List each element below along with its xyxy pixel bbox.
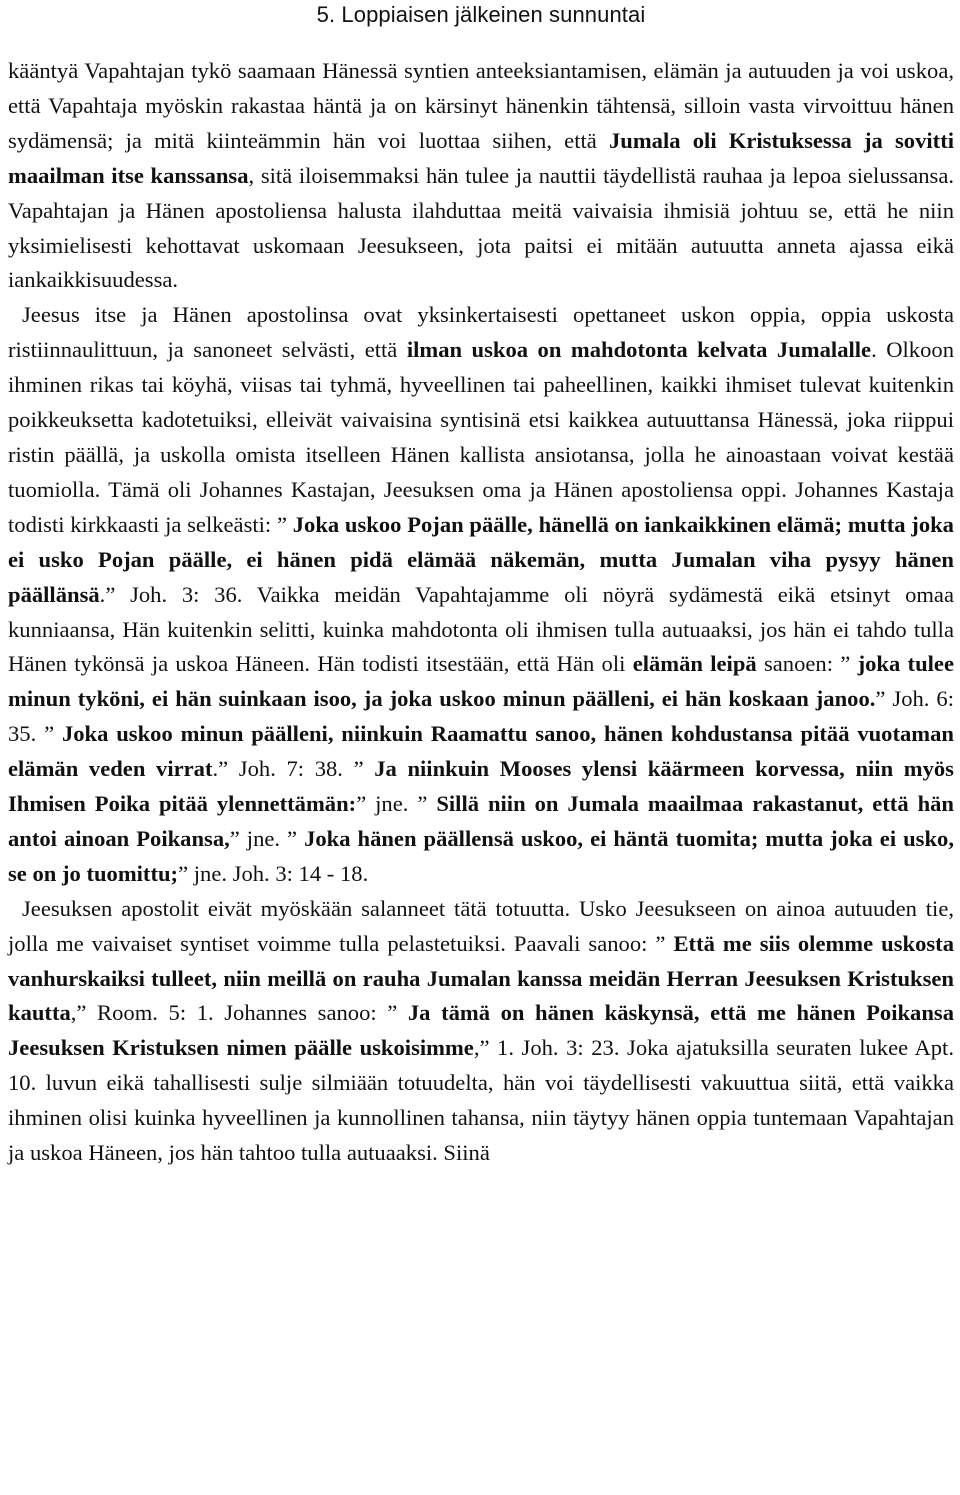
bold-scripture-quote: Sillä niin on Jumala maailmaa rakastanut, että hän antoi ainoan Poikansa, (8, 791, 954, 851)
bold-scripture-quote: Joka uskoo minun päälleni, niinkuin Raamattu sanoo, hänen kohdustansa pitää vuotaman elämän veden virrat (8, 721, 954, 782)
text-run: ” jne. ” (356, 791, 437, 817)
bold-scripture-quote: Että me siis olemme uskosta vanhurskaiksi tulleet, niin meillä on rauha Jumalan kanssa meidän Herran Jeesuksen Kristuksen kautta (8, 930, 954, 1026)
text-run: . Olkoon ihminen rikas tai köyhä, viisas tai tyhmä, hyveellinen tai paheellinen, kaikki ihmiset tulevat kuitenkin poikkeuksetta kadotetuiksi, elleivät vaivaisina syntisinä etsi kaikkea autuuttansa Hänessä, joka riippui ristin päällä, ja uskolla omista itselleen Hänen kallista ansiotansa, jolla he ainoastaan voivat kestää tuomiolla. Tämä oli Johannes Kastajan, Jeesuksen oma ja Hänen apostoliensa oppi. Johannes Kastaja todisti kirkkaasti ja selkeästi: ” (8, 337, 954, 537)
paragraph (8, 298, 954, 891)
bold-scripture-quote: joka tulee minun tyköni, ei hän suinkaan isoo, ja joka uskoo minun päälleni, ei hän koskaan janoo. (8, 651, 954, 712)
text-run: ” jne. Joh. 3: 14 - 18. (178, 860, 369, 886)
text-run: Jeesus itse ja Hänen apostolinsa ovat yksinkertaisesti opettaneet uskon oppia, oppia uskosta ristiinnaulittuun, ja sanoneet selvästi, että (8, 302, 954, 363)
text-run: Jeesuksen apostolit eivät myöskään salanneet tätä totuutta. Usko Jeesukseen on ainoa autuuden tie, jolla me vaivaiset syntiset voimme tulla pelastetuiksi. Paavali sanoo: ” (8, 895, 954, 956)
text-run: .” Joh. 7: 38. ” (212, 756, 375, 782)
text-run: .” Joh. 3: 36. Vaikka meidän Vapahtajamme oli nöyrä sydämestä eikä etsinyt omaa kunniaansa, Hän kuitenkin selitti, kuinka mahdotonta oli ihmisen tulla autuaaksi, jos hän ei tahdo tulla Hänen tykönsä ja uskoa Häneen. Hän todisti itsestään, että Hän oli (8, 581, 954, 677)
bold-scripture-quote: elämän leipä (632, 651, 757, 677)
text-run: , sitä iloisemmaksi hän tulee ja nauttii täydellistä rauhaa ja lepoa sielussansa. Vapahtajan ja Hänen apostoliensa halusta ilahduttaa meitä vaivaisia ihmisiä johtuu se, että he niin yksimielisesti kehottavat uskomaan Jeesukseen, jota paitsi ei mitään autuutta anneta ajassa eikä iankaikkisuudessa. (8, 162, 954, 293)
bold-scripture-quote: Jumala oli Kristuksessa ja sovitti maailman itse kanssansa (8, 127, 955, 188)
text-run: ,” Room. 5: 1. Johannes sanoo: ” (70, 1000, 408, 1026)
bold-scripture-quote: Joka hänen päällensä uskoo, ei häntä tuomita; mutta joka ei usko, se on jo tuomittu; (8, 825, 954, 886)
page-header: 5. Loppiaisen jälkeinen sunnuntai (316, 2, 646, 27)
text-run: kääntyä Vapahtajan tykö saamaan Hänessä syntien anteeksiantamisen, elämän ja autuuden ja voi uskoa, että Vapahtaja myöskin rakastaa häntä ja on kärsinyt hänenkin tähtensä, silloin vasta virvoittuu hänen sydämensä; ja mitä kiinteämmin hän voi luottaa siihen, että (8, 58, 954, 153)
document-page (8, 0, 954, 1171)
text-run: ,” 1. Joh. 3: 23. Joka ajatuksilla seuraten lukee Apt. 10. luvun eikä tahallisesti sulje silmiään totuudelta, hän voi täydellisesti vakuuttua siitä, että vaikka ihminen olisi kuinka hyveellinen ja kunnollinen tahansa, niin täytyy hänen oppia tuntemaan Vapahtajan ja uskoa Häneen, jos hän tahtoo tulla autuaaksi. Siinä (8, 1035, 954, 1166)
bold-scripture-quote: ilman uskoa on mahdotonta kelvata Jumalalle (406, 337, 872, 363)
paragraph (8, 892, 954, 1171)
text-run: ” Joh. 6: 35. ” (8, 686, 954, 747)
bold-scripture-quote: Joka uskoo Pojan päälle, hänellä on iankaikkinen elämä; mutta joka ei usko Pojan päälle, ei hänen pidä elämää näkemän, mutta Jumalan viha pysyy hänen päällänsä (8, 511, 954, 607)
bold-scripture-quote: Ja niinkuin Mooses ylensi käärmeen korvessa, niin myös Ihmisen Poika pitää ylennettämän: (8, 756, 954, 817)
body-text (8, 54, 954, 1171)
text-run: ” jne. ” (229, 825, 305, 851)
bold-scripture-quote: Ja tämä on hänen käskynsä, että me hänen Poikansa Jeesuksen Kristuksen nimen päälle uskoisimme (8, 1000, 955, 1061)
text-run: sanoen: ” (756, 651, 858, 677)
paragraph (8, 54, 954, 298)
